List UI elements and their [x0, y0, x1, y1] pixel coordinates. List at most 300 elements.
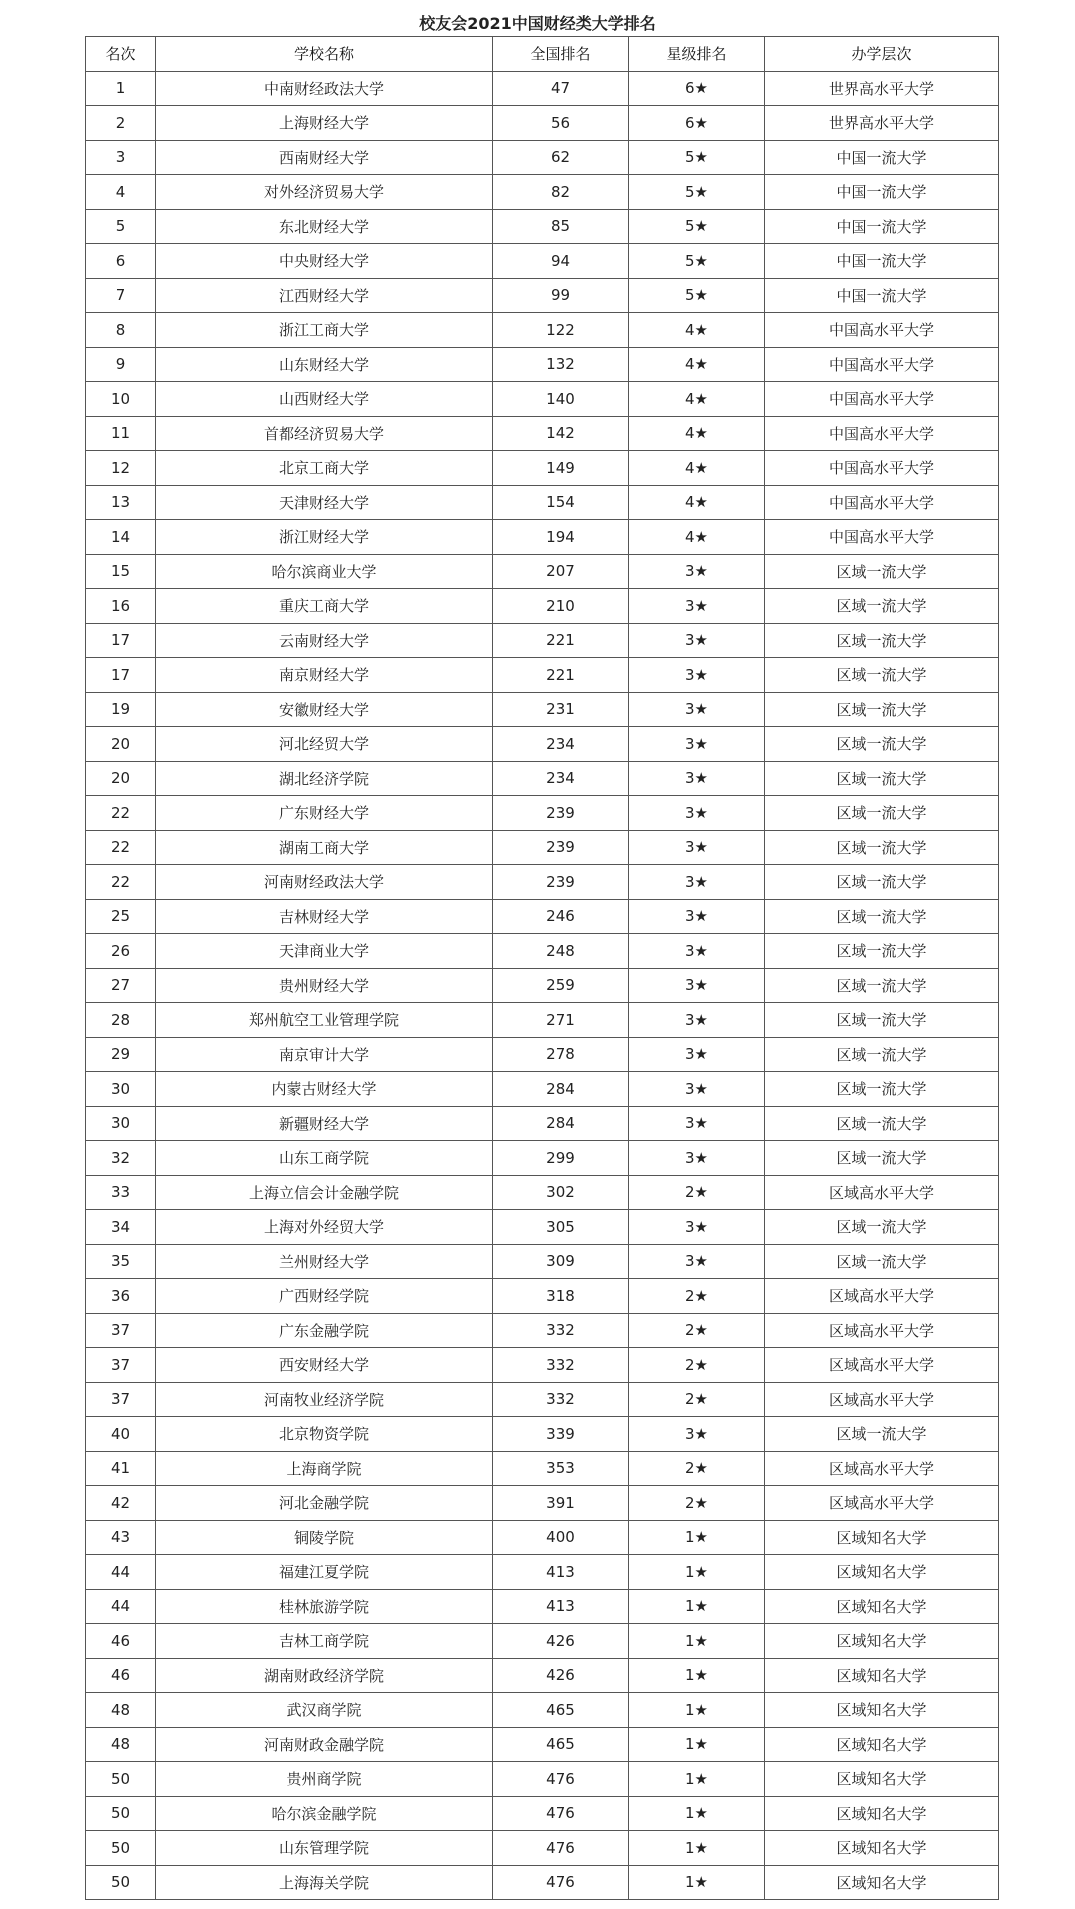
cell-rank: 42: [86, 1486, 156, 1521]
cell-school-name: 对外经济贸易大学: [156, 175, 493, 210]
table-row: [86, 1486, 999, 1521]
cell-school-name: 河南牧业经济学院: [156, 1382, 493, 1417]
cell-star-rank: 3★: [629, 1106, 765, 1141]
cell-rank: 1: [86, 71, 156, 106]
cell-school-name: 河南财政金融学院: [156, 1727, 493, 1762]
cell-star-rank: 1★: [629, 1555, 765, 1590]
cell-school-name: 贵州商学院: [156, 1762, 493, 1797]
cell-national-rank: 82: [493, 175, 629, 210]
cell-school-name: 桂林旅游学院: [156, 1589, 493, 1624]
cell-school-name: 铜陵学院: [156, 1520, 493, 1555]
cell-rank: 25: [86, 899, 156, 934]
cell-rank: 29: [86, 1037, 156, 1072]
cell-school-name: 首都经济贸易大学: [156, 416, 493, 451]
cell-star-rank: 1★: [629, 1658, 765, 1693]
cell-rank: 9: [86, 347, 156, 382]
cell-rank: 46: [86, 1658, 156, 1693]
cell-star-rank: 3★: [629, 554, 765, 589]
cell-star-rank: 3★: [629, 1141, 765, 1176]
cell-national-rank: 318: [493, 1279, 629, 1314]
cell-school-name: 天津商业大学: [156, 934, 493, 969]
cell-rank: 22: [86, 865, 156, 900]
cell-national-rank: 413: [493, 1555, 629, 1590]
table-row: [86, 1624, 999, 1659]
cell-level: 区域高水平大学: [765, 1279, 999, 1314]
cell-rank: 22: [86, 830, 156, 865]
cell-rank: 41: [86, 1451, 156, 1486]
cell-star-rank: 3★: [629, 968, 765, 1003]
cell-national-rank: 309: [493, 1244, 629, 1279]
cell-star-rank: 1★: [629, 1831, 765, 1866]
table-row: [86, 692, 999, 727]
cell-star-rank: 2★: [629, 1313, 765, 1348]
header-rank: 名次: [86, 37, 156, 72]
cell-rank: 50: [86, 1796, 156, 1831]
cell-level: 区域一流大学: [765, 796, 999, 831]
cell-rank: 26: [86, 934, 156, 969]
cell-level: 中国一流大学: [765, 140, 999, 175]
table-row: [86, 1762, 999, 1797]
cell-national-rank: 259: [493, 968, 629, 1003]
cell-national-rank: 234: [493, 727, 629, 762]
cell-rank: 3: [86, 140, 156, 175]
cell-rank: 44: [86, 1589, 156, 1624]
cell-national-rank: 99: [493, 278, 629, 313]
cell-rank: 12: [86, 451, 156, 486]
table-row: [86, 761, 999, 796]
cell-star-rank: 3★: [629, 1037, 765, 1072]
cell-national-rank: 94: [493, 244, 629, 279]
cell-school-name: 重庆工商大学: [156, 589, 493, 624]
cell-star-rank: 3★: [629, 623, 765, 658]
table-row: [86, 1658, 999, 1693]
cell-rank: 6: [86, 244, 156, 279]
cell-national-rank: 140: [493, 382, 629, 417]
cell-national-rank: 47: [493, 71, 629, 106]
cell-national-rank: 239: [493, 796, 629, 831]
cell-level: 区域一流大学: [765, 658, 999, 693]
cell-rank: 4: [86, 175, 156, 210]
table-row: [86, 175, 999, 210]
cell-school-name: 湖南财政经济学院: [156, 1658, 493, 1693]
cell-national-rank: 400: [493, 1520, 629, 1555]
cell-school-name: 南京审计大学: [156, 1037, 493, 1072]
cell-national-rank: 239: [493, 865, 629, 900]
cell-national-rank: 413: [493, 1589, 629, 1624]
cell-rank: 22: [86, 796, 156, 831]
cell-school-name: 中南财经政法大学: [156, 71, 493, 106]
cell-star-rank: 6★: [629, 71, 765, 106]
cell-school-name: 云南财经大学: [156, 623, 493, 658]
cell-national-rank: 207: [493, 554, 629, 589]
cell-rank: 40: [86, 1417, 156, 1452]
table-row: [86, 554, 999, 589]
cell-national-rank: 391: [493, 1486, 629, 1521]
cell-national-rank: 248: [493, 934, 629, 969]
cell-school-name: 山东管理学院: [156, 1831, 493, 1866]
cell-level: 区域高水平大学: [765, 1348, 999, 1383]
cell-school-name: 东北财经大学: [156, 209, 493, 244]
cell-level: 区域一流大学: [765, 1141, 999, 1176]
cell-level: 区域一流大学: [765, 1417, 999, 1452]
cell-national-rank: 476: [493, 1865, 629, 1900]
table-row: [86, 1313, 999, 1348]
cell-star-rank: 2★: [629, 1348, 765, 1383]
cell-rank: 44: [86, 1555, 156, 1590]
cell-rank: 37: [86, 1313, 156, 1348]
cell-rank: 8: [86, 313, 156, 348]
table-row: [86, 244, 999, 279]
cell-rank: 17: [86, 658, 156, 693]
cell-school-name: 哈尔滨商业大学: [156, 554, 493, 589]
table-row: [86, 1589, 999, 1624]
table-row: [86, 727, 999, 762]
cell-school-name: 内蒙古财经大学: [156, 1072, 493, 1107]
cell-rank: 48: [86, 1693, 156, 1728]
cell-level: 区域知名大学: [765, 1727, 999, 1762]
cell-level: 区域高水平大学: [765, 1486, 999, 1521]
cell-school-name: 上海商学院: [156, 1451, 493, 1486]
table-row: [86, 589, 999, 624]
cell-level: 区域高水平大学: [765, 1175, 999, 1210]
table-row: [86, 1037, 999, 1072]
cell-rank: 33: [86, 1175, 156, 1210]
table-row: [86, 1279, 999, 1314]
cell-level: 区域一流大学: [765, 1210, 999, 1245]
cell-level: 区域知名大学: [765, 1831, 999, 1866]
table-row: [86, 520, 999, 555]
cell-national-rank: 353: [493, 1451, 629, 1486]
cell-rank: 19: [86, 692, 156, 727]
cell-level: 世界高水平大学: [765, 71, 999, 106]
table-row: [86, 1072, 999, 1107]
cell-star-rank: 3★: [629, 865, 765, 900]
cell-star-rank: 1★: [629, 1589, 765, 1624]
cell-star-rank: 5★: [629, 278, 765, 313]
cell-rank: 15: [86, 554, 156, 589]
cell-school-name: 吉林工商学院: [156, 1624, 493, 1659]
cell-level: 中国高水平大学: [765, 347, 999, 382]
cell-level: 中国高水平大学: [765, 416, 999, 451]
cell-star-rank: 6★: [629, 106, 765, 141]
cell-national-rank: 332: [493, 1348, 629, 1383]
cell-national-rank: 62: [493, 140, 629, 175]
cell-level: 区域知名大学: [765, 1589, 999, 1624]
cell-star-rank: 3★: [629, 796, 765, 831]
header-star-rank: 星级排名: [629, 37, 765, 72]
cell-star-rank: 3★: [629, 1003, 765, 1038]
cell-star-rank: 3★: [629, 1072, 765, 1107]
cell-level: 中国高水平大学: [765, 451, 999, 486]
cell-rank: 30: [86, 1106, 156, 1141]
header-national-rank: 全国排名: [493, 37, 629, 72]
cell-level: 区域一流大学: [765, 1003, 999, 1038]
cell-star-rank: 4★: [629, 485, 765, 520]
table-row: [86, 485, 999, 520]
cell-school-name: 武汉商学院: [156, 1693, 493, 1728]
cell-national-rank: 299: [493, 1141, 629, 1176]
header-school-name: 学校名称: [156, 37, 493, 72]
cell-level: 区域一流大学: [765, 830, 999, 865]
cell-national-rank: 426: [493, 1658, 629, 1693]
cell-star-rank: 1★: [629, 1727, 765, 1762]
cell-star-rank: 4★: [629, 451, 765, 486]
cell-level: 区域知名大学: [765, 1624, 999, 1659]
cell-rank: 37: [86, 1348, 156, 1383]
cell-level: 区域一流大学: [765, 865, 999, 900]
cell-school-name: 上海对外经贸大学: [156, 1210, 493, 1245]
cell-national-rank: 426: [493, 1624, 629, 1659]
cell-national-rank: 221: [493, 658, 629, 693]
cell-star-rank: 1★: [629, 1796, 765, 1831]
header-level: 办学层次: [765, 37, 999, 72]
cell-national-rank: 271: [493, 1003, 629, 1038]
table-row: [86, 106, 999, 141]
cell-national-rank: 465: [493, 1727, 629, 1762]
cell-star-rank: 2★: [629, 1279, 765, 1314]
cell-level: 区域知名大学: [765, 1658, 999, 1693]
cell-level: 区域知名大学: [765, 1796, 999, 1831]
cell-star-rank: 3★: [629, 1210, 765, 1245]
cell-level: 区域一流大学: [765, 1244, 999, 1279]
cell-school-name: 吉林财经大学: [156, 899, 493, 934]
cell-level: 区域知名大学: [765, 1762, 999, 1797]
cell-level: 世界高水平大学: [765, 106, 999, 141]
cell-level: 区域一流大学: [765, 589, 999, 624]
table-row: [86, 1727, 999, 1762]
cell-school-name: 南京财经大学: [156, 658, 493, 693]
table-row: [86, 1451, 999, 1486]
table-row: [86, 968, 999, 1003]
cell-school-name: 贵州财经大学: [156, 968, 493, 1003]
cell-level: 中国一流大学: [765, 244, 999, 279]
cell-star-rank: 3★: [629, 692, 765, 727]
cell-school-name: 北京物资学院: [156, 1417, 493, 1452]
cell-level: 区域高水平大学: [765, 1451, 999, 1486]
cell-national-rank: 476: [493, 1796, 629, 1831]
cell-level: 区域一流大学: [765, 1072, 999, 1107]
table-header-row: [86, 37, 999, 72]
cell-level: 中国高水平大学: [765, 382, 999, 417]
cell-national-rank: 332: [493, 1313, 629, 1348]
cell-star-rank: 3★: [629, 761, 765, 796]
table-body: [86, 71, 999, 1900]
table-row: [86, 1865, 999, 1900]
cell-school-name: 浙江财经大学: [156, 520, 493, 555]
cell-national-rank: 194: [493, 520, 629, 555]
cell-national-rank: 149: [493, 451, 629, 486]
table-row: [86, 1417, 999, 1452]
cell-rank: 17: [86, 623, 156, 658]
table-row: [86, 899, 999, 934]
cell-rank: 36: [86, 1279, 156, 1314]
cell-level: 中国高水平大学: [765, 485, 999, 520]
cell-rank: 50: [86, 1831, 156, 1866]
cell-level: 区域一流大学: [765, 692, 999, 727]
cell-star-rank: 2★: [629, 1382, 765, 1417]
cell-star-rank: 1★: [629, 1520, 765, 1555]
cell-level: 中国一流大学: [765, 175, 999, 210]
table-row: [86, 278, 999, 313]
cell-school-name: 中央财经大学: [156, 244, 493, 279]
cell-rank: 14: [86, 520, 156, 555]
table-row: [86, 313, 999, 348]
cell-national-rank: 231: [493, 692, 629, 727]
cell-rank: 20: [86, 761, 156, 796]
page-title: 校友会2021中国财经类大学排名: [419, 14, 656, 33]
cell-school-name: 湖北经济学院: [156, 761, 493, 796]
table-row: [86, 1693, 999, 1728]
table-row: [86, 71, 999, 106]
cell-star-rank: 3★: [629, 830, 765, 865]
table-row: [86, 1141, 999, 1176]
table-row: [86, 1555, 999, 1590]
cell-level: 区域高水平大学: [765, 1313, 999, 1348]
cell-rank: 34: [86, 1210, 156, 1245]
cell-rank: 46: [86, 1624, 156, 1659]
cell-star-rank: 3★: [629, 658, 765, 693]
cell-star-rank: 4★: [629, 416, 765, 451]
cell-national-rank: 332: [493, 1382, 629, 1417]
table-row: [86, 451, 999, 486]
cell-star-rank: 3★: [629, 934, 765, 969]
cell-rank: 37: [86, 1382, 156, 1417]
cell-school-name: 新疆财经大学: [156, 1106, 493, 1141]
cell-level: 区域知名大学: [765, 1865, 999, 1900]
table-row: [86, 796, 999, 831]
cell-star-rank: 2★: [629, 1451, 765, 1486]
cell-rank: 16: [86, 589, 156, 624]
cell-level: 区域一流大学: [765, 968, 999, 1003]
cell-level: 中国一流大学: [765, 209, 999, 244]
cell-star-rank: 4★: [629, 347, 765, 382]
cell-school-name: 福建江夏学院: [156, 1555, 493, 1590]
cell-school-name: 兰州财经大学: [156, 1244, 493, 1279]
cell-rank: 13: [86, 485, 156, 520]
cell-national-rank: 154: [493, 485, 629, 520]
table-row: [86, 1175, 999, 1210]
cell-school-name: 西南财经大学: [156, 140, 493, 175]
cell-rank: 11: [86, 416, 156, 451]
table-row: [86, 934, 999, 969]
cell-level: 区域一流大学: [765, 727, 999, 762]
cell-star-rank: 5★: [629, 244, 765, 279]
cell-national-rank: 85: [493, 209, 629, 244]
cell-school-name: 广东财经大学: [156, 796, 493, 831]
cell-national-rank: 210: [493, 589, 629, 624]
table-row: [86, 1003, 999, 1038]
cell-school-name: 江西财经大学: [156, 278, 493, 313]
cell-level: 区域一流大学: [765, 899, 999, 934]
cell-school-name: 西安财经大学: [156, 1348, 493, 1383]
cell-school-name: 广西财经学院: [156, 1279, 493, 1314]
cell-level: 区域知名大学: [765, 1555, 999, 1590]
cell-school-name: 安徽财经大学: [156, 692, 493, 727]
cell-level: 区域一流大学: [765, 934, 999, 969]
cell-rank: 10: [86, 382, 156, 417]
cell-star-rank: 3★: [629, 1417, 765, 1452]
cell-school-name: 北京工商大学: [156, 451, 493, 486]
cell-star-rank: 2★: [629, 1175, 765, 1210]
cell-national-rank: 56: [493, 106, 629, 141]
table-row: [86, 830, 999, 865]
cell-star-rank: 1★: [629, 1693, 765, 1728]
cell-star-rank: 3★: [629, 1244, 765, 1279]
cell-school-name: 浙江工商大学: [156, 313, 493, 348]
cell-rank: 35: [86, 1244, 156, 1279]
cell-national-rank: 246: [493, 899, 629, 934]
table-row: [86, 347, 999, 382]
cell-national-rank: 284: [493, 1072, 629, 1107]
table-row: [86, 1106, 999, 1141]
cell-national-rank: 278: [493, 1037, 629, 1072]
cell-level: 区域一流大学: [765, 554, 999, 589]
cell-rank: 7: [86, 278, 156, 313]
cell-star-rank: 1★: [629, 1762, 765, 1797]
cell-national-rank: 302: [493, 1175, 629, 1210]
cell-level: 区域一流大学: [765, 1106, 999, 1141]
cell-rank: 32: [86, 1141, 156, 1176]
cell-rank: 43: [86, 1520, 156, 1555]
table-row: [86, 1348, 999, 1383]
cell-rank: 27: [86, 968, 156, 1003]
table-row: [86, 1210, 999, 1245]
table-row: [86, 1520, 999, 1555]
cell-star-rank: 2★: [629, 1486, 765, 1521]
cell-star-rank: 3★: [629, 589, 765, 624]
cell-national-rank: 339: [493, 1417, 629, 1452]
cell-star-rank: 5★: [629, 175, 765, 210]
cell-school-name: 天津财经大学: [156, 485, 493, 520]
cell-star-rank: 4★: [629, 313, 765, 348]
cell-school-name: 哈尔滨金融学院: [156, 1796, 493, 1831]
cell-level: 中国高水平大学: [765, 520, 999, 555]
cell-rank: 2: [86, 106, 156, 141]
cell-school-name: 上海立信会计金融学院: [156, 1175, 493, 1210]
cell-school-name: 郑州航空工业管理学院: [156, 1003, 493, 1038]
cell-national-rank: 305: [493, 1210, 629, 1245]
cell-rank: 5: [86, 209, 156, 244]
cell-star-rank: 3★: [629, 899, 765, 934]
table-row: [86, 1244, 999, 1279]
cell-national-rank: 284: [493, 1106, 629, 1141]
table-row: [86, 865, 999, 900]
table-row: [86, 623, 999, 658]
cell-rank: 48: [86, 1727, 156, 1762]
cell-national-rank: 239: [493, 830, 629, 865]
cell-star-rank: 3★: [629, 727, 765, 762]
cell-star-rank: 1★: [629, 1624, 765, 1659]
cell-rank: 20: [86, 727, 156, 762]
cell-school-name: 河北金融学院: [156, 1486, 493, 1521]
cell-star-rank: 1★: [629, 1865, 765, 1900]
cell-national-rank: 476: [493, 1831, 629, 1866]
cell-school-name: 上海财经大学: [156, 106, 493, 141]
ranking-table: [85, 36, 999, 1900]
cell-level: 区域一流大学: [765, 1037, 999, 1072]
cell-national-rank: 132: [493, 347, 629, 382]
cell-rank: 50: [86, 1762, 156, 1797]
cell-star-rank: 4★: [629, 520, 765, 555]
cell-school-name: 湖南工商大学: [156, 830, 493, 865]
cell-star-rank: 5★: [629, 140, 765, 175]
table-row: [86, 1831, 999, 1866]
cell-rank: 50: [86, 1865, 156, 1900]
cell-national-rank: 234: [493, 761, 629, 796]
table-row: [86, 1796, 999, 1831]
cell-national-rank: 142: [493, 416, 629, 451]
cell-national-rank: 221: [493, 623, 629, 658]
